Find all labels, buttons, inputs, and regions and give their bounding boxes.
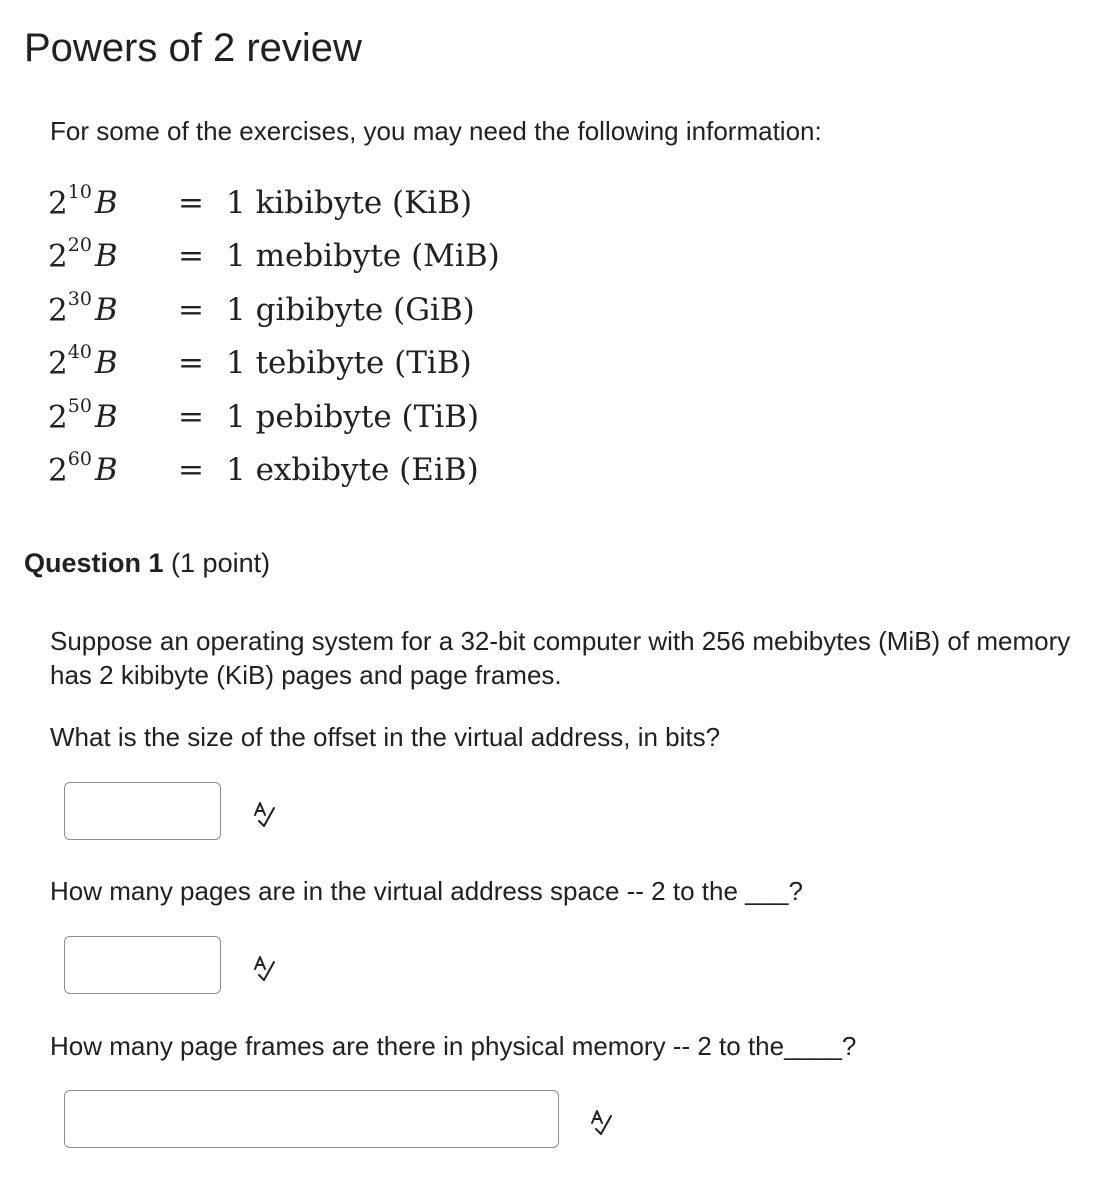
power-expression: $2^{20}B$ <box>48 234 118 275</box>
power-value: 1 exbibyte (EiB) <box>226 452 479 489</box>
power-value: 1 tebibyte (TiB) <box>226 345 472 382</box>
spellcheck-button[interactable] <box>584 1105 618 1139</box>
equals-sign: = <box>178 452 204 489</box>
question-prompt-offset: What is the size of the offset in the virtual address, in bits? <box>50 722 721 752</box>
powers-row <box>48 390 500 444</box>
power-expression: $2^{60}B$ <box>48 448 118 489</box>
powers-row <box>48 337 500 391</box>
question-prompt-pages: How many pages are in the virtual address space -- 2 to the ___? <box>50 876 803 906</box>
power-expression: $2^{40}B$ <box>48 341 118 382</box>
spellcheck-icon <box>249 799 279 829</box>
powers-row <box>48 176 500 230</box>
power-expression: $2^{30}B$ <box>48 287 118 328</box>
power-value: 1 gibibyte (GiB) <box>226 291 475 328</box>
equals-sign: = <box>178 291 204 328</box>
powers-row <box>48 444 500 498</box>
intro-text: For some of the exercises, you may need the following information: <box>50 116 822 146</box>
equals-sign: = <box>178 398 204 435</box>
spellcheck-icon <box>586 1107 616 1137</box>
power-value: 1 pebibyte (TiB) <box>226 398 480 435</box>
power-expression: $2^{50}B$ <box>48 394 118 435</box>
equals-sign: = <box>178 238 204 275</box>
question-prompt-frames: How many page frames are there in physical memory -- 2 to the____? <box>50 1031 857 1061</box>
equals-sign: = <box>178 184 204 221</box>
page-title: Powers of 2 review <box>24 26 362 70</box>
answer-input-virtual-pages[interactable] <box>64 936 221 994</box>
powers-table <box>48 176 500 497</box>
answer-input-page-frames[interactable] <box>64 1090 559 1148</box>
power-value: 1 mebibyte (MiB) <box>226 238 500 275</box>
spellcheck-icon <box>249 953 279 983</box>
question-points: (1 point) <box>171 548 271 578</box>
question-body: Suppose an operating system for a 32-bit computer with 256 mebibytes (MiB) of memory has 2 kibibyte (KiB) pages and page frames. <box>50 626 1071 690</box>
spellcheck-button[interactable] <box>247 951 281 985</box>
equals-sign: = <box>178 345 204 382</box>
question-header <box>24 546 270 580</box>
powers-row <box>48 283 500 337</box>
powers-row <box>48 230 500 284</box>
power-value: 1 kibibyte (KiB) <box>226 184 473 221</box>
power-expression: $2^{10}B$ <box>48 180 118 221</box>
answer-input-offset-bits[interactable] <box>64 782 221 840</box>
spellcheck-button[interactable] <box>247 797 281 831</box>
question-number: Question 1 <box>24 548 164 578</box>
